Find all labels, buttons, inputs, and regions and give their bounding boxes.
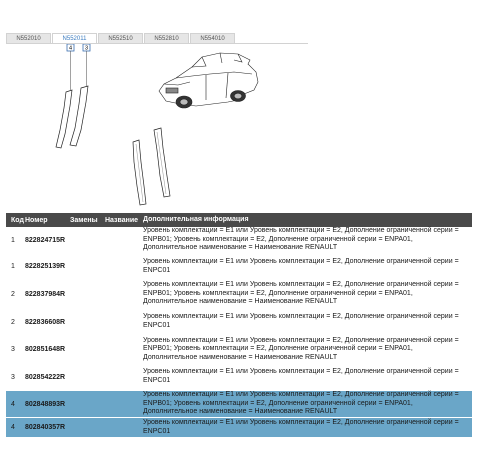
pillar-trim-rear xyxy=(133,128,170,205)
parts-table xyxy=(6,213,472,438)
row-info: Уровень комплектации = E1 или Уровень комплектации = E2, Дополнение ограниченной серии = ENPC01 xyxy=(143,418,459,435)
header-replacements[interactable]: Замены xyxy=(70,216,98,224)
car-illustration xyxy=(159,53,258,108)
tab-n554010[interactable]: N554010 xyxy=(190,33,235,44)
row-number[interactable]: 822837984R xyxy=(25,290,66,298)
header-number[interactable]: Номер xyxy=(25,216,48,224)
row-info: Уровень комплектации = E1 или Уровень комплектации = E2, Дополнение ограниченной серии = ENPB01; Уровень комплектации = E2, Дополнение ограниченной серии = ENPA01, Дополнительное наименование = Наименование RENAULT xyxy=(143,227,459,252)
row-number[interactable]: 822836608R xyxy=(25,318,66,326)
row-number[interactable]: 802851648R xyxy=(25,346,66,353)
row-code: 2 xyxy=(11,318,15,326)
row-number[interactable]: 822825139R xyxy=(25,263,66,270)
table-row-selected[interactable] xyxy=(6,418,472,438)
row-info: Уровень комплектации = E1 или Уровень комплектации = E2, Дополнение ограниченной серии = ENPB01; Уровень комплектации = E2, Дополнение ограниченной серии = ENPA01, Дополнительное наименование = Наименование RENAULT xyxy=(143,391,459,416)
tab-n552810[interactable]: N552810 xyxy=(144,33,189,44)
header-name[interactable]: Название xyxy=(105,216,139,224)
table-row[interactable] xyxy=(6,280,472,309)
row-code: 1 xyxy=(11,236,15,244)
table-row[interactable] xyxy=(6,254,472,280)
row-code: 3 xyxy=(11,373,15,381)
callout-4[interactable] xyxy=(67,44,74,90)
table-row[interactable] xyxy=(6,227,472,254)
row-number[interactable]: 802848893R xyxy=(25,400,66,408)
header-code[interactable]: Код xyxy=(11,216,24,224)
table-header xyxy=(6,213,472,227)
row-number[interactable]: 822824715R xyxy=(25,236,66,244)
row-number[interactable]: 802840357R xyxy=(25,424,66,431)
table-row[interactable] xyxy=(6,309,472,336)
row-code: 4 xyxy=(11,400,15,408)
table-row[interactable] xyxy=(6,336,472,364)
table-row-selected[interactable] xyxy=(6,391,472,418)
row-number[interactable]: 802854222R xyxy=(25,373,66,381)
tab-n552010[interactable]: N552010 xyxy=(6,33,51,44)
row-code: 3 xyxy=(11,346,15,353)
parts-diagram xyxy=(6,44,306,212)
tab-n552510[interactable]: N552510 xyxy=(98,33,143,44)
row-code: 4 xyxy=(11,424,15,431)
callout-3-label: 3 xyxy=(84,45,89,52)
row-info: Уровень комплектации = E1 или Уровень комплектации = E2, Дополнение ограниченной серии = ENPB01; Уровень комплектации = E2, Дополнение ограниченной серии = ENPA01, Дополнительное наименование = Наименование RENAULT xyxy=(143,336,459,361)
row-code: 1 xyxy=(11,263,15,270)
callout-3[interactable] xyxy=(83,44,90,86)
pillar-trim-front xyxy=(56,86,88,148)
row-code: 2 xyxy=(11,290,15,298)
header-info[interactable]: Дополнительная информация xyxy=(143,215,249,223)
table-row[interactable] xyxy=(6,364,472,391)
callout-4-label: 4 xyxy=(68,45,73,52)
row-info: Уровень комплектации = E1 или Уровень комплектации = E2, Дополнение ограниченной серии = ENPC01 xyxy=(143,313,459,329)
row-info: Уровень комплектации = E1 или Уровень комплектации = E2, Дополнение ограниченной серии = ENPC01 xyxy=(143,257,459,274)
row-info: Уровень комплектации = E1 или Уровень комплектации = E2, Дополнение ограниченной серии = ENPB01; Уровень комплектации = E2, Дополнение ограниченной серии = ENPA01, Дополнительное наименование = Наименование RENAULT xyxy=(143,281,459,306)
row-info: Уровень комплектации = E1 или Уровень комплектации = E2, Дополнение ограниченной серии = ENPC01 xyxy=(143,368,459,384)
tab-n552011[interactable]: N552011 xyxy=(52,33,97,44)
